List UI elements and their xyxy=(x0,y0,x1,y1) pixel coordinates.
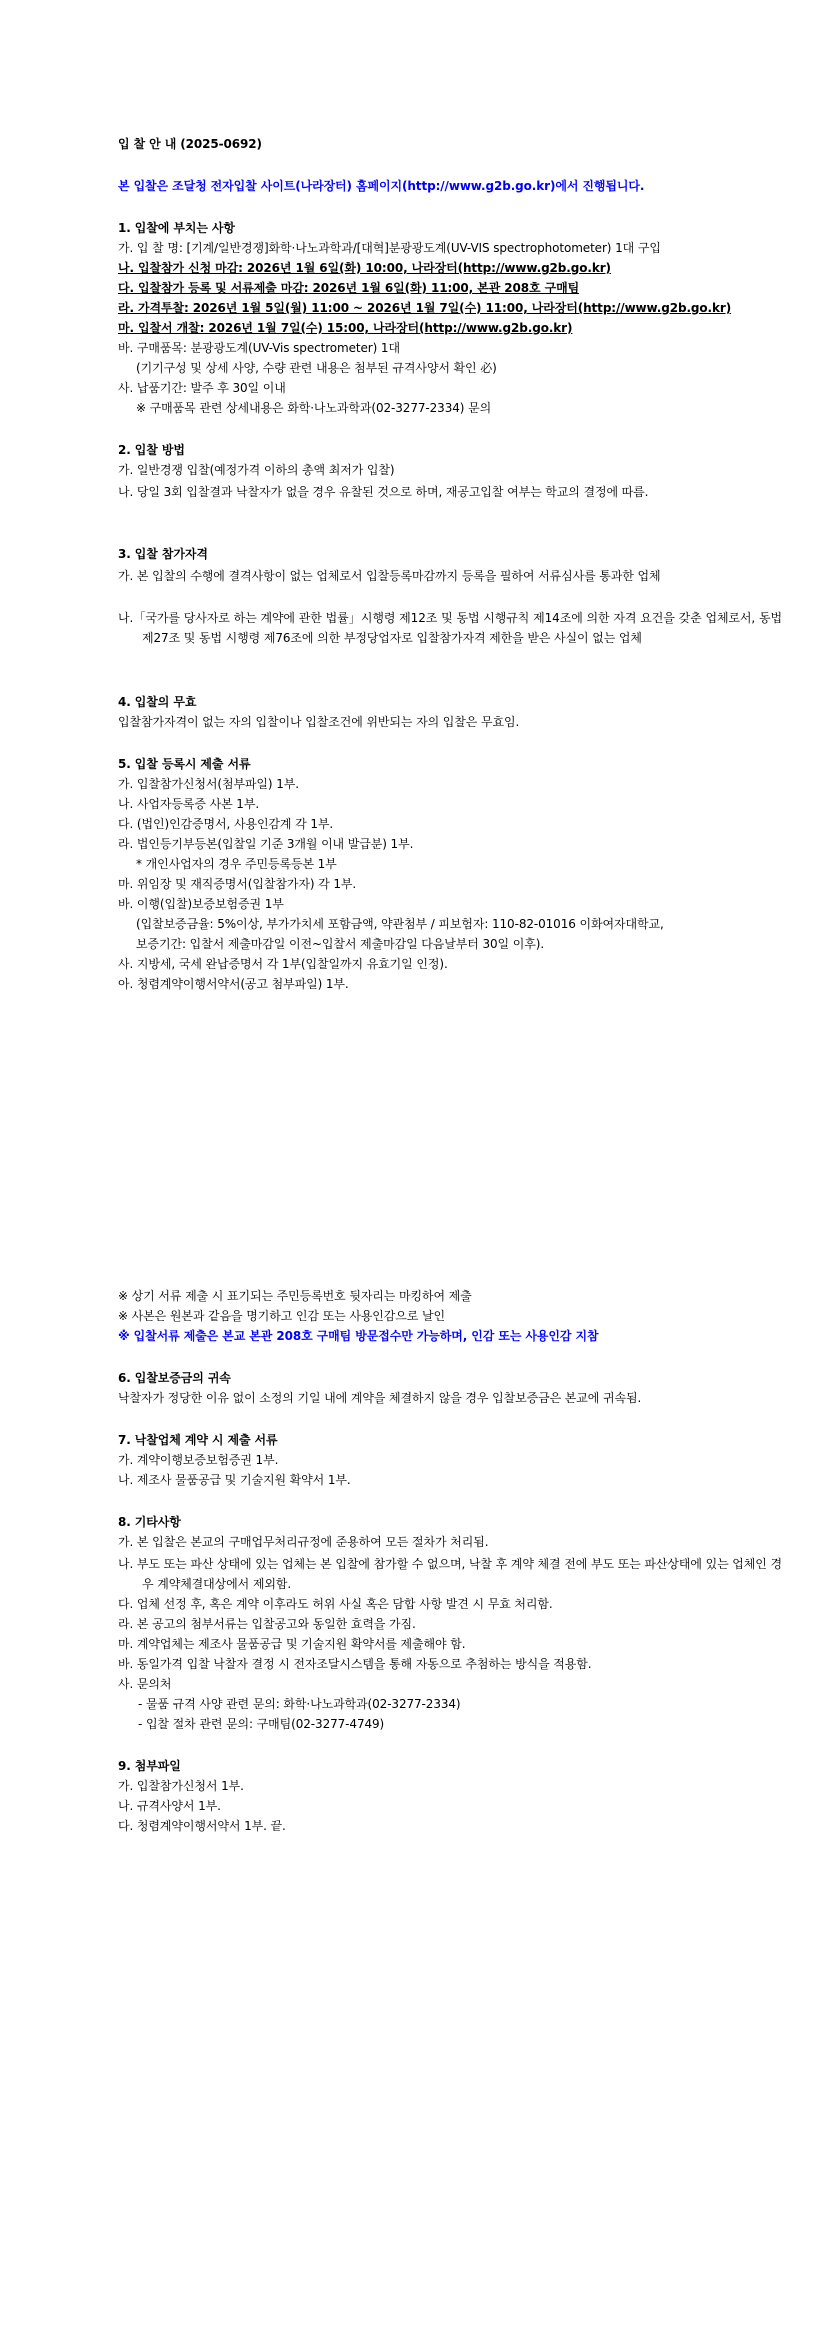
note-2: ※ 사본은 원본과 같음을 명기하고 인감 또는 사용인감으로 날인 xyxy=(118,1309,445,1323)
s5-item: 라. 법인등기부등본(입찰일 기준 3개월 이내 발급분) 1부. xyxy=(118,837,414,851)
s5-item: 바. 이행(입찰)보증보험증권 1부 xyxy=(118,897,284,911)
s1-item-sa-note: ※ 구매품목 관련 상세내용은 화학·나노과학과(02-3277-2334) 문의 xyxy=(136,401,492,415)
s1-item-ra: 라. 가격투찰: 2026년 1월 5일(월) 11:00 ~ 2026년 1월 7일(수) 11:00, 나라장터(http://www.g2b.go.kr) xyxy=(118,301,732,315)
s8-item-da: 다. 업체 선정 후, 혹은 계약 이후라도 허위 사실 혹은 담합 사항 발견 시 무효 처리함. xyxy=(118,1597,553,1611)
s5-item: 다. (법인)인감증명서, 사용인감계 각 1부. xyxy=(118,817,334,831)
s5-item-sub: (입찰보증금율: 5%이상, 부가가치세 포함금액, 약관첨부 / 피보험자: 110-82-01016 이화여자대학교, xyxy=(136,917,664,931)
note-1: ※ 상기 서류 제출 시 표기되는 주민등록번호 뒷자리는 마킹하여 제출 xyxy=(118,1289,472,1303)
s1-item-ga: 가. 입 찰 명: [기계/일반경쟁]화학·나노과학과/[대혁]분광광도계(UV-VIS spectrophotometer) 1대 구입 xyxy=(118,241,661,255)
s1-item-na: 나. 입찰참가 신청 마감: 2026년 1월 6일(화) 10:00, 나라장터(http://www.g2b.go.kr) xyxy=(118,261,611,275)
s5-item: 나. 사업자등록증 사본 1부. xyxy=(118,797,260,811)
s3-item-na: 나.「국가를 당사자로 하는 계약에 관한 법률」시행령 제12조 및 동법 시행규칙 제14조에 의한 자격 요건을 갖춘 업체로서, 동법 제27조 및 동법 시행령 제76조에 의한 부정당업자로 입찰참가자격 제한을 받은 사실이 없는 업체 xyxy=(118,611,782,645)
s7-item-ga: 가. 계약이행보증보험증권 1부. xyxy=(118,1453,279,1467)
s5-item-note: * 개인사업자의 경우 주민등록등본 1부 xyxy=(136,857,337,871)
s9-item-na: 나. 규격사양서 1부. xyxy=(118,1799,221,1813)
section-2-heading: 2. 입찰 방법 xyxy=(118,443,185,457)
section-5-heading: 5. 입찰 등록시 제출 서류 xyxy=(118,757,251,771)
s8-item-sa: 사. 문의처 xyxy=(118,1677,172,1691)
s2-item-ga: 가. 일반경쟁 입찰(예정가격 이하의 총액 최저가 입찰) xyxy=(118,463,395,477)
s8-item-ra: 라. 본 공고의 첨부서류는 입찰공고와 동일한 효력을 가짐. xyxy=(118,1617,416,1631)
s9-item-ga: 가. 입찰참가신청서 1부. xyxy=(118,1779,244,1793)
s5-item: 사. 지방세, 국세 완납증명서 각 1부(입찰일까지 유효기일 인정). xyxy=(118,957,448,971)
section-3-heading: 3. 입찰 참가자격 xyxy=(118,547,208,561)
notice-banner: 본 입찰은 조달청 전자입찰 사이트(나라장터) 홈페이지(http://www.g2b.go.kr)에서 진행됩니다. xyxy=(118,179,645,193)
document-title: 입 찰 안 내 (2025-0692) xyxy=(118,137,262,151)
note-3: ※ 입찰서류 제출은 본교 본관 208호 구매팀 방문접수만 가능하며, 인감 또는 사용인감 지참 xyxy=(118,1329,599,1343)
s8-contact-2: - 입찰 절차 관련 문의: 구매팀(02-3277-4749) xyxy=(138,1717,385,1731)
section-8-heading: 8. 기타사항 xyxy=(118,1515,181,1529)
s5-item: 가. 입찰참가신청서(첨부파일) 1부. xyxy=(118,777,299,791)
s8-item-ga: 가. 본 입찰은 본교의 구매업무처리규정에 준용하여 모든 절차가 처리됨. xyxy=(118,1535,489,1549)
section-4-heading: 4. 입찰의 무효 xyxy=(118,695,197,709)
s2-item-na: 나. 당일 3회 입찰결과 낙찰자가 없을 경우 유찰된 것으로 하며, 재공고입찰 여부는 학교의 결정에 따름. xyxy=(118,485,649,499)
s5-item: 아. 청렴계약이행서약서(공고 첨부파일) 1부. xyxy=(118,977,349,991)
s9-item-da: 다. 청렴계약이행서약서 1부. 끝. xyxy=(118,1819,286,1833)
s1-item-sa: 사. 납품기간: 발주 후 30일 이내 xyxy=(118,381,286,395)
s8-contact-1: - 물품 규격 사양 관련 문의: 화학·나노과학과(02-3277-2334) xyxy=(138,1697,461,1711)
s4-body: 입찰참가자격이 없는 자의 입찰이나 입찰조건에 위반되는 자의 입찰은 무효임. xyxy=(118,715,520,729)
s3-item-ga: 가. 본 입찰의 수행에 결격사항이 없는 업체로서 입찰등록마감까지 등록을 필하여 서류심사를 통과한 업체 xyxy=(118,569,661,583)
section-1-heading: 1. 입찰에 부치는 사항 xyxy=(118,221,235,235)
s1-item-ba-sub: (기기구성 및 상세 사양, 수량 관련 내용은 첨부된 규격사양서 확인 必) xyxy=(136,361,497,375)
section-9-heading: 9. 첨부파일 xyxy=(118,1759,181,1773)
s8-item-ba: 바. 동일가격 입찰 낙찰자 결정 시 전자조달시스템을 통해 자동으로 추첨하는 방식을 적용함. xyxy=(118,1657,592,1671)
s1-item-ba: 바. 구매품목: 분광광도계(UV-Vis spectrometer) 1대 xyxy=(118,341,400,355)
s5-item: 마. 위임장 및 재직증명서(입찰참가자) 각 1부. xyxy=(118,877,357,891)
section-7-heading: 7. 낙찰업체 계약 시 제출 서류 xyxy=(118,1433,278,1447)
section-6-heading: 6. 입찰보증금의 귀속 xyxy=(118,1371,231,1385)
s5-item-sub: 보증기간: 입찰서 제출마감일 이전~입찰서 제출마감일 다음날부터 30일 이후). xyxy=(136,937,545,951)
s6-body: 낙찰자가 정당한 이유 없이 소정의 기일 내에 계약을 체결하지 않을 경우 입찰보증금은 본교에 귀속됨. xyxy=(118,1391,642,1405)
s7-item-na: 나. 제조사 물품공급 및 기술지원 확약서 1부. xyxy=(118,1473,351,1487)
s8-item-na: 나. 부도 또는 파산 상태에 있는 업체는 본 입찰에 참가할 수 없으며, 낙찰 후 계약 체결 전에 부도 또는 파산상태에 있는 업체인 경우 계약체결대상에서 제외함. xyxy=(118,1557,782,1591)
s1-item-ma: 마. 입찰서 개찰: 2026년 1월 7일(수) 15:00, 나라장터(http://www.g2b.go.kr) xyxy=(118,321,573,335)
s8-item-ma: 마. 계약업체는 제조사 물품공급 및 기술지원 확약서를 제출해야 함. xyxy=(118,1637,466,1651)
s1-item-da: 다. 입찰참가 등록 및 서류제출 마감: 2026년 1월 6일(화) 11:00, 본관 208호 구매팀 xyxy=(118,281,580,295)
